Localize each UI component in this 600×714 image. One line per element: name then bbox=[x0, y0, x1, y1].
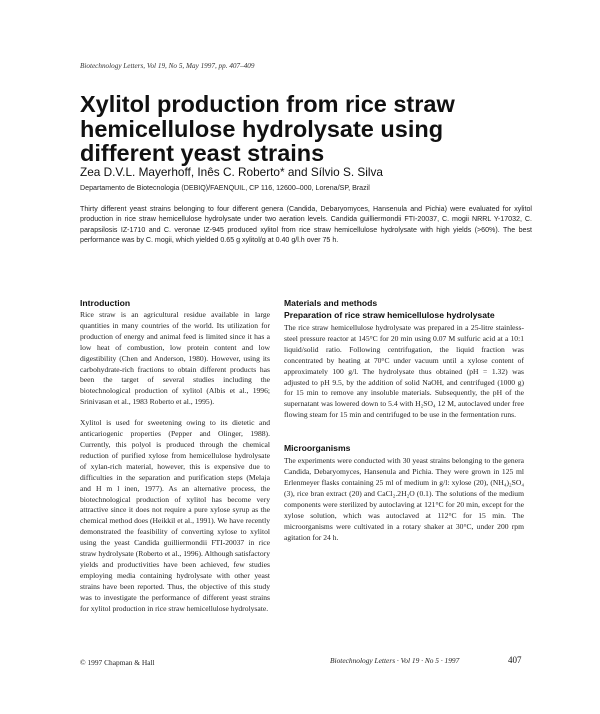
journal-reference: Biotechnology Letters, Vol 19, No 5, May 1997, pp. 407–409 bbox=[80, 62, 255, 70]
page-number: 407 bbox=[508, 655, 522, 665]
author-list: Zea D.V.L. Mayerhoff, Inês C. Roberto* and Sílvio S. Silva bbox=[80, 165, 383, 179]
hydrolysate-subheading: Preparation of rice straw hemicellulose hydrolysate bbox=[284, 310, 495, 320]
microorganisms-subheading: Microorganisms bbox=[284, 443, 351, 454]
hydrolysate-paragraph: The rice straw hemicellulose hydrolysate was prepared in a 25-litre stainless-steel pressure reactor at 145°C for 20 min using 0.07 M sulfuric acid at a 10:1 liquid/solid ratio. Following centrifugation, the liquid fraction was concentrated by heating at 70°C under vacuum until a xylose content of approximately 100 g/l. The hydrolysate thus obtained (pH = 1.32) was adjusted to pH 9.5, by the addition of solid NaOH, and centrifuged (1000 g) for 15 min to remove any insoluble materials. Subsequently, the pH of the supernatant was lowered down to 5.4 with H₂SO₄ 12 M, autoclaved under free flowing steam for 15 min and centrifuged to be use in the fermentation runs. bbox=[284, 323, 524, 420]
right-column bbox=[284, 298, 524, 553]
affiliation: Departamento de Biotecnologia (DEBIQ)/FAENQUIL, CP 116, 12600–000, Lorena/SP, Brazil bbox=[80, 184, 370, 192]
introduction-paragraph-1: Rice straw is an agricultural residue available in large quantities in many countries of the world. Its utilization for production of energy and animal feed is limited since it has a low heat of combustion, low protein content and low digestibility (Chen and Anderson, 1980). However, using its carbohydrate-rich fractions to obtain different products has been the target of several studies including the biotechnological production of xylitol (Albis et al., 1996; Srinivasan et al., 1983 Roberto et al., 1995). bbox=[80, 310, 270, 407]
section-spacer bbox=[284, 431, 524, 443]
introduction-heading: Introduction bbox=[80, 298, 131, 308]
footer-journal: Biotechnology Letters · Vol 19 · No 5 · 1997 bbox=[330, 656, 460, 665]
abstract: Thirty different yeast strains belonging to four different genera (Candida, Debaryomyces, Hansenula and Pichia) were evaluated for xylitol production in rice straw hemicellulose hydrolysate under two aeration levels. Candida guilliermondii FTI-20037, C. mogii NRRL Y-17032, C. parapsilosis IZ-1710 and C. veronae IZ-945 produced xylitol from rice straw hemicellulose hydrolysate with high yields (>60%). The best performance was by C. mogii, which yielded 0.65 g xylitol/g at 0.40 g/l.h over 75 h. bbox=[80, 205, 532, 245]
methods-heading: Materials and methods bbox=[284, 298, 378, 308]
left-column bbox=[80, 298, 270, 624]
introduction-paragraph-2: Xylitol is used for sweetening owing to its dietetic and anticariogenic properties (Pepper and Olinger, 1988). Currently, this polyol is produced through the chemical reduction of purified xylose from hemicellulose hydrolysate of xylan-rich material, however, this is expensive due to difficulties in the separation and purification steps (Melaja and H m l inen, 1977). As an alternative process, the biotechnological production of xylitol has become very attractive since it does not require a pure xylose syrup as the chemical method does (Heikkil et al., 1991). We have recently demonstrated the feasibility of converting xylose to xylitol using the yeast Candida guilliermondii FTI-20037 in rice straw hydrolysate (Roberto et al., 1996). Although satisfactory yields and productivities have been achieved, few studies employing media containing hydrolysate with other yeast strains have been reported. Thus, the objective of this study was to investigate the performance of different yeast strains for xylitol production in rice straw hemicellulose hydrolysate. bbox=[80, 418, 270, 613]
article-title: Xylitol production from rice straw hemicellulose hydrolysate using different yeast strains bbox=[80, 91, 455, 166]
copyright-notice: © 1997 Chapman & Hall bbox=[80, 658, 155, 667]
microorganisms-paragraph: The experiments were conducted with 30 yeast strains belonging to the genera Candida, Debaryomyces, Hansenula and Pichia. They were grown in 125 ml Erlenmeyer flasks containing 25 ml of medium in g/l: xylose (20), (NH₄)₂SO₄ (3), rice bran extract (20) and CaCl₂.2H₂O (0.1). The solutions of the medium components were sterilized by autoclaving at 121°C for 20 min, except for the xylose solution, which was autoclaved at 112°C for 15 min. The microorganisms were cultivated in a rotary shaker at 30°C, under 200 rpm agitation for 24 h. bbox=[284, 456, 524, 542]
